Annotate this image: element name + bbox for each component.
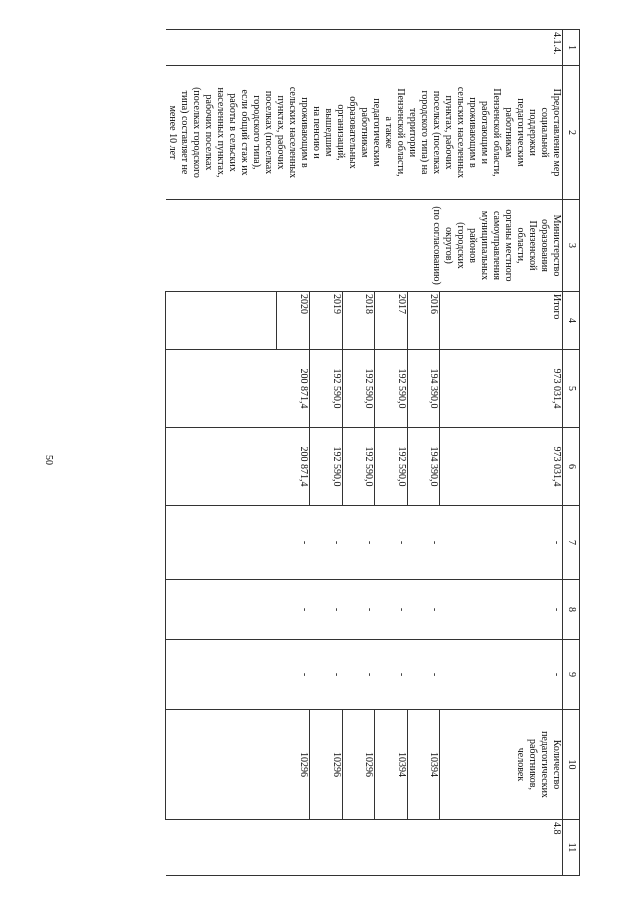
extrabudget-cell: - — [310, 640, 343, 710]
federal-budget-cell: - — [375, 506, 408, 580]
regional-budget-cell: 200 871,4 — [277, 428, 310, 506]
year-cell: 2016 — [407, 292, 440, 350]
federal-budget-cell: - — [342, 506, 375, 580]
federal-budget-cell: - — [310, 506, 343, 580]
empty-cell — [166, 292, 277, 350]
program-table — [166, 29, 581, 876]
regional-budget-cell: 192 590,0 — [310, 428, 343, 506]
indicator-link: 4.8 — [166, 820, 563, 876]
total-amount-cell: 194 390,0 — [407, 350, 440, 428]
local-budget-cell: - — [440, 580, 563, 640]
executor: Министерство образования Пензенской области, органы местного самоуправления муниципальных районов (городских округов) (по согласованию) — [166, 200, 563, 292]
extrabudget-cell: - — [342, 640, 375, 710]
col-header-1: 1 — [563, 30, 580, 66]
col-header-9: 9 — [563, 640, 580, 710]
col-header-4: 4 — [563, 292, 580, 350]
indicator-value-cell: 10296 — [310, 710, 343, 820]
extrabudget-cell: - — [440, 640, 563, 710]
indicator-value-cell: 10296 — [342, 710, 375, 820]
empty-cell — [166, 580, 277, 640]
empty-cell — [166, 640, 277, 710]
col-header-3: 3 — [563, 200, 580, 292]
year-cell: 2019 — [310, 292, 343, 350]
indicator-value-cell: 10296 — [277, 710, 310, 820]
federal-budget-cell: - — [277, 506, 310, 580]
col-header-5: 5 — [563, 350, 580, 428]
extrabudget-cell: - — [407, 640, 440, 710]
total-amount-cell: 192 590,0 — [342, 350, 375, 428]
year-cell: 2020 — [277, 292, 310, 350]
table-row — [440, 30, 563, 876]
column-number-row — [563, 30, 580, 876]
regional-budget-cell: 192 590,0 — [375, 428, 408, 506]
total-amount-cell: 192 590,0 — [375, 350, 408, 428]
col-header-10: 10 — [563, 710, 580, 820]
empty-cell — [166, 350, 277, 428]
local-budget-cell: - — [407, 580, 440, 640]
year-cell: Итого — [440, 292, 563, 350]
col-header-6: 6 — [563, 428, 580, 506]
local-budget-cell: - — [310, 580, 343, 640]
col-header-11: 11 — [563, 820, 580, 876]
local-budget-cell: - — [277, 580, 310, 640]
regional-budget-cell: 973 031,4 — [440, 428, 563, 506]
rotated-table-container — [60, 29, 580, 875]
extrabudget-cell: - — [375, 640, 408, 710]
year-cell: 2018 — [342, 292, 375, 350]
indicator-value-cell: 10394 — [375, 710, 408, 820]
total-amount-cell: 192 590,0 — [310, 350, 343, 428]
total-amount-cell: 973 031,4 — [440, 350, 563, 428]
col-header-2: 2 — [563, 66, 580, 200]
local-budget-cell: - — [342, 580, 375, 640]
total-amount-cell: 200 871,4 — [277, 350, 310, 428]
federal-budget-cell: - — [440, 506, 563, 580]
indicator-name: Количество педагогических работников, человек — [440, 710, 563, 820]
indicator-value-cell: 10394 — [407, 710, 440, 820]
empty-cell — [166, 710, 277, 820]
regional-budget-cell: 194 390,0 — [407, 428, 440, 506]
event-description: Предоставление мер социальной поддержки педагогическим работникам Пензенской области, работающим и проживающим в сельских населенных пунктах, рабочих поселках (поселках городского типа) на территории Пензенской области, а также педагогическим работникам образовательных организаций, вышедшим на пенсию и проживающим в сельских населенных пунктах, рабочих поселках (поселках городского типа), если общий стаж их работы в сельских населенных пунктах, рабочих поселках (поселках городского типа) составляет не менее 10 лет — [166, 66, 563, 200]
col-header-7: 7 — [563, 506, 580, 580]
row-number: 4.1.4. — [166, 30, 563, 66]
regional-budget-cell: 192 590,0 — [342, 428, 375, 506]
page-number: 50 — [43, 455, 54, 465]
empty-cell — [166, 428, 277, 506]
year-cell: 2017 — [375, 292, 408, 350]
col-header-8: 8 — [563, 580, 580, 640]
empty-cell — [166, 506, 277, 580]
local-budget-cell: - — [375, 580, 408, 640]
federal-budget-cell: - — [407, 506, 440, 580]
extrabudget-cell: - — [277, 640, 310, 710]
